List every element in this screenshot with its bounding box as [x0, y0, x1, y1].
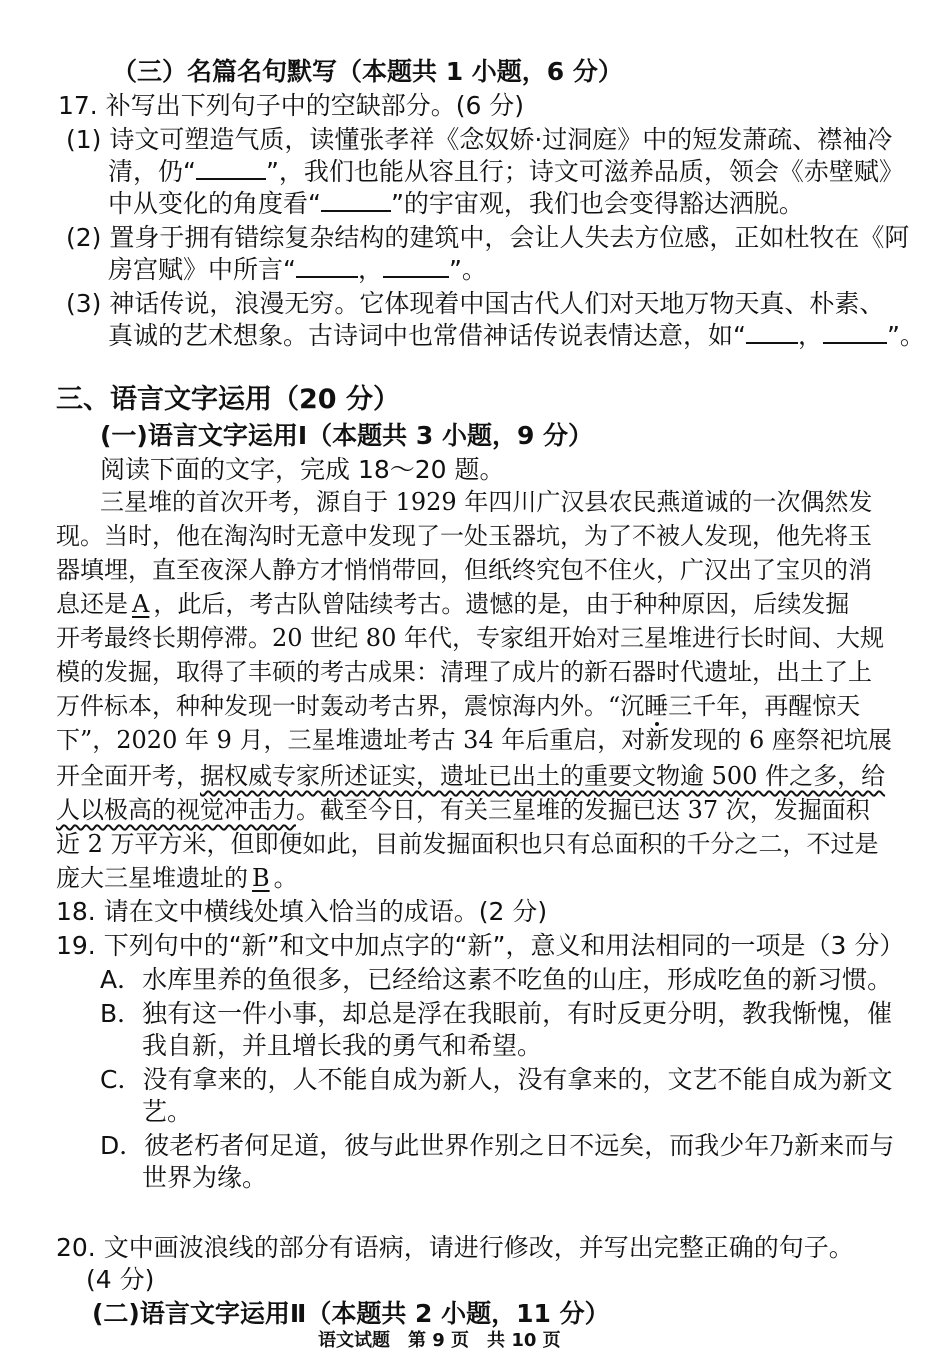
q17-blank-2[interactable] [321, 190, 391, 212]
q17-item1-line2 [108, 156, 904, 188]
passage-line-7: 万件标本，种种发现一时轰动考古界，震惊海内外。“沉睡三千年，再醒惊天 [56, 692, 861, 720]
section3-heading: （三）名篇名句默写（本题共 1 小题，6 分） [112, 57, 623, 86]
q17-item2-text-a: 房宫赋》中所言“ [108, 255, 296, 284]
passage-line-4 [56, 588, 849, 620]
passage-blank-a[interactable]: A [132, 590, 150, 618]
q19-option-d-line2: 世界为缘。 [142, 1163, 268, 1192]
q17-blank-5[interactable] [746, 322, 798, 344]
q17-item1-line3 [108, 188, 804, 220]
q17-item2-text-c: ”。 [448, 255, 487, 284]
q17-blank-1[interactable] [196, 158, 266, 180]
passage-line-1: 三星堆的首次开考，源自于 1929 年四川广汉县农民燕道诚的一次偶然发 [100, 488, 873, 516]
q17-item1-text-a: 清，仍“ [108, 157, 196, 186]
q19-option-d-line1[interactable]: D．彼老朽者何足道，彼与此世界作别之日不远矣，而我少年乃新来而与 [100, 1131, 895, 1160]
dotted-char-xin: 新 [645, 726, 670, 754]
part3-sub1-heading: (一)语言文字运用Ⅰ（本题共 3 小题，9 分） [100, 421, 594, 450]
q17-item2-line1: (2) 置身于拥有错综复杂结构的建筑中，会让人失去方位感，正如杜牧在《阿 [66, 223, 910, 252]
passage-line-2: 现。当时，他在淘沟时无意中发现了一处玉器坑，为了不被人发现，他先将玉 [56, 522, 872, 550]
passage-line-5: 开考最终长期停滞。20 世纪 80 年代，专家组开始对三星堆进行长时间、大规 [56, 624, 884, 652]
q17-item1-text-d: ”的宇宙观，我们也会变得豁达洒脱。 [390, 189, 804, 218]
q17-item1-text-c: 中从变化的角度看“ [108, 189, 321, 218]
question-19-title: 19. 下列句中的“新”和文中加点字的“新”，意义和用法相同的一项是（3 分） [56, 931, 905, 960]
part3-sub2-heading: (二)语言文字运用Ⅱ（本题共 2 小题，11 分） [92, 1299, 610, 1328]
q17-item3-text-a: 真诚的艺术想象。古诗词中也常借神话传说表情达意，如“ [108, 321, 746, 350]
passage-blank-b[interactable]: B [252, 864, 270, 892]
q17-item3-comma: ， [797, 321, 823, 350]
q19-option-a[interactable]: A．水库里养的鱼很多，已经给这素不吃鱼的山庄，形成吃鱼的新习惯。 [100, 965, 893, 994]
passage-text-4a: 息还是 [56, 590, 128, 618]
passage-text-9a: 开全面开考， [56, 762, 200, 790]
q17-item2-line2 [108, 254, 487, 286]
passage-text-12a: 庞大三星堆遗址的 [56, 864, 248, 892]
passage-line-8 [56, 724, 892, 756]
question-20-line2: (4 分) [86, 1265, 155, 1294]
q19-option-b-line1[interactable]: B．独有这一件小事，却总是浮在我眼前，有时反更分明，教我惭愧，催 [100, 999, 893, 1028]
passage-line-11: 近 2 万平方米，但即便如此，目前发掘面积也只有总面积的千分之二，不过是 [56, 830, 879, 858]
passage-text-8a: 下”，2020 年 9 月，三星堆遗址考古 34 年后重启，对 [56, 726, 646, 754]
q19-option-b-line2: 我自新，并且增长我的勇气和希望。 [142, 1031, 543, 1060]
passage-line-9 [56, 760, 885, 792]
question-17-title: 17. 补写出下列句子中的空缺部分。(6 分) [58, 91, 525, 120]
q17-blank-6[interactable] [823, 322, 887, 344]
q17-item1-line1: (1) 诗文可塑造气质，读懂张孝祥《念奴娇·过洞庭》中的短发萧疏、襟袖冷 [66, 125, 893, 154]
passage-text-10b: 。截至今日，有关三星堆的发掘已达 37 次，发掘面积 [296, 796, 870, 824]
q17-item3-line1: (3) 神话传说，浪漫无穷。它体现着中国古代人们对天地万物天真、朴素、 [66, 289, 885, 318]
passage-line-3: 器填埋，直至夜深人静方才悄悄带回，但纸终究包不住火，广汉出了宝贝的消 [56, 556, 872, 584]
passage-text-8b: 发现的 6 座祭祀坑展 [669, 726, 892, 754]
wavy-underlined-text-1: 据权威专家所述证实，遗址已出土的重要文物逾 500 件之多，给 [200, 762, 886, 790]
question-18: 18. 请在文中横线处填入恰当的成语。(2 分) [56, 897, 548, 926]
question-20-line1: 20. 文中画波浪线的部分有语病，请进行修改，并写出完整正确的句子。 [56, 1233, 854, 1262]
wavy-underlined-text-2: 人以极高的视觉冲击力 [56, 796, 296, 824]
q17-blank-4[interactable] [383, 256, 449, 278]
q17-item2-comma: ， [357, 255, 383, 284]
q17-item1-text-b: ”，我们也能从容且行；诗文可滋养品质，领会《赤壁赋》 [265, 157, 904, 186]
passage-line-10 [56, 794, 870, 826]
q19-option-c-line1[interactable]: C．没有拿来的，人不能自成为新人，没有拿来的，文艺不能自成为新文 [100, 1065, 893, 1094]
q17-item3-text-c: ”。 [886, 321, 925, 350]
reading-instruction: 阅读下面的文字，完成 18～20 题。 [100, 455, 505, 484]
q17-item3-line2 [108, 320, 925, 352]
passage-line-12 [56, 862, 298, 894]
q17-blank-3[interactable] [296, 256, 358, 278]
passage-line-6: 模的发掘，取得了丰硕的考古成果：清理了成片的新石器时代遗址，出土了上 [56, 658, 872, 686]
part3-heading: 三、语言文字运用（20 分） [56, 384, 400, 415]
page-footer: 语文试题 第 9 页 共 10 页 [318, 1330, 561, 1351]
q19-option-c-line2: 艺。 [142, 1097, 193, 1126]
passage-text-12b: 。 [273, 864, 298, 892]
passage-text-4b: ，此后，考古队曾陆续考古。遗憾的是，由于种种原因，后续发掘 [153, 590, 850, 618]
